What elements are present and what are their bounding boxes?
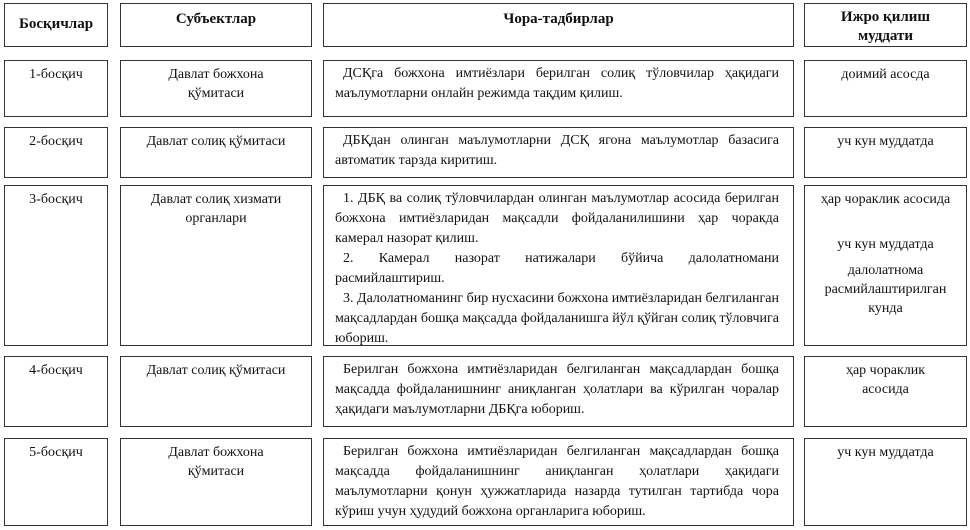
measures-text <box>324 61 793 104</box>
subject-label: Давлат солиқ қўмитаси <box>146 363 286 378</box>
deadline-label: доимий асосда <box>841 67 930 82</box>
subject-label: Давлат солиқ қўмитаси <box>146 134 286 149</box>
deadline-label: ҳар чораклик асосида <box>845 363 926 397</box>
measures-text <box>324 439 793 522</box>
measure-item: ДСҚга божхона имтиёзлари берилган солиқ тўловчилар ҳақидаги маълумотларни онлайн режимда тақдим қилиш. <box>335 66 779 101</box>
measure-item: ДБҚдан олинган маълумотларни ДСҚ ягона маълумотлар базасига автоматик тарзда киритиш. <box>335 133 779 168</box>
subject-cell <box>120 438 312 526</box>
stage-cell <box>4 185 108 346</box>
deadline-label: ҳар чораклик асосида <box>820 192 951 207</box>
measure-item: 2. Камерал назорат натижалари бўйича далолатномани расмийлаштириш. <box>335 251 779 286</box>
header-measures: Чора-тадбирлар <box>503 11 614 27</box>
subject-label: Давлат солиқ хизмати органлари <box>150 192 282 226</box>
header-subject-cell <box>120 3 312 47</box>
measures-cell <box>323 185 794 346</box>
deadline-cell <box>804 438 967 526</box>
measures-text <box>324 357 793 420</box>
subject-cell <box>120 60 312 117</box>
stage-cell <box>4 60 108 117</box>
measures-cell <box>323 356 794 427</box>
deadline-cell <box>804 185 967 346</box>
measure-item: 3. Далолатноманинг бир нусхасини божхона имтиёзларидан белгиланган мақсадлардан бошқа мақсадда фойдаланишга йўл қўйган солиқ тўловчига юбориш. <box>335 291 779 346</box>
deadline-label: уч кун муддатда <box>837 134 934 149</box>
measure-item: Берилган божхона имтиёзларидан белгиланган мақсадлардан бошқа мақсадда фойдаланишнинг аниқланган ҳолатлари ва кўрилган чоралар ҳақидаги маълумотларни ДБҚга юбориш. <box>335 362 779 417</box>
stage-cell <box>4 127 108 178</box>
stage-label: 3-босқич <box>29 192 83 207</box>
deadline-cell <box>804 127 967 178</box>
measures-text <box>324 186 793 349</box>
header-subject: Субъектлар <box>175 11 257 27</box>
measures-text <box>324 128 793 171</box>
deadline-label: уч кун муддатда <box>837 445 934 460</box>
measure-item: Берилган божхона имтиёзларидан белгиланган мақсадлардан бошқа мақсадда фойдаланишнинг аниқланган ҳолатлари ҳақидаги маълумотларни қонун ҳужжатларида назарда тутилган тартибда чора кўриш учун ҳудудий божхона органларига юбориш. <box>335 444 779 519</box>
stage-cell <box>4 438 108 526</box>
subject-cell <box>120 127 312 178</box>
measures-cell <box>323 438 794 526</box>
deadline-label: уч кун муддатда <box>837 237 934 252</box>
deadline-cell <box>804 356 967 427</box>
measures-cell <box>323 60 794 117</box>
stage-cell <box>4 356 108 427</box>
subject-label: Давлат божхона қўмитаси <box>168 445 264 479</box>
subject-cell <box>120 356 312 427</box>
header-measures-cell <box>323 3 794 47</box>
measures-cell <box>323 127 794 178</box>
deadline-cell <box>804 60 967 117</box>
header-deadline: Ижро қилиш муддати <box>840 9 931 44</box>
subject-label: Давлат божхона қўмитаси <box>168 67 264 101</box>
deadline-label: далолатнома расмийлаштирилган кунда <box>824 263 947 316</box>
subject-cell <box>120 185 312 346</box>
stage-label: 1-босқич <box>29 67 83 82</box>
header-deadline-cell <box>804 3 967 47</box>
stage-label: 4-босқич <box>29 363 83 378</box>
stage-label: 2-босқич <box>29 134 83 149</box>
measure-item: 1. ДБҚ ва солиқ тўловчилардан олинган маълумотлар асосида берилган божхона имтиёзларидан мақсадли фойдаланилишини ҳар чоракда камерал назорат қилиш. <box>335 191 779 246</box>
stage-label: 5-босқич <box>29 445 83 460</box>
header-stage-cell <box>4 3 108 47</box>
header-stage: Босқичлар <box>18 16 94 32</box>
